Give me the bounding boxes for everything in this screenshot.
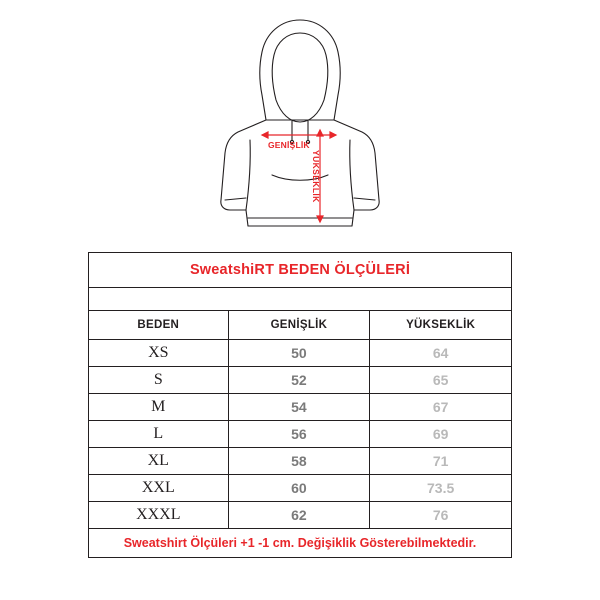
cell-width: 50 [228, 340, 370, 367]
width-label: GENİŞLİK [268, 140, 310, 150]
cell-size: S [89, 367, 229, 394]
table-row [89, 421, 512, 448]
header-size: BEDEN [89, 311, 229, 340]
cell-width: 56 [228, 421, 370, 448]
height-label: YÜKSEKLİK [311, 150, 321, 203]
header-width: GENİŞLİK [228, 311, 370, 340]
table-title-row [89, 253, 512, 288]
cell-height: 69 [370, 421, 512, 448]
cell-size: XL [89, 448, 229, 475]
cell-height: 73.5 [370, 475, 512, 502]
cell-width: 54 [228, 394, 370, 421]
table-row [89, 340, 512, 367]
sweatshirt-drawing [0, 0, 600, 238]
cell-height: 67 [370, 394, 512, 421]
tolerance-note: Sweatshirt Ölçüleri +1 -1 cm. Değişiklik Gösterebilmektedir. [89, 529, 512, 558]
size-table [88, 252, 512, 558]
spacer [89, 288, 512, 311]
cell-size: XXL [89, 475, 229, 502]
cell-size: XXXL [89, 502, 229, 529]
cell-height: 71 [370, 448, 512, 475]
cell-width: 60 [228, 475, 370, 502]
table-row [89, 475, 512, 502]
cell-size: XS [89, 340, 229, 367]
table-row [89, 502, 512, 529]
cell-height: 65 [370, 367, 512, 394]
table-row [89, 394, 512, 421]
table-title: SweatshiRT BEDEN ÖLÇÜLERİ [89, 253, 512, 288]
cell-height: 64 [370, 340, 512, 367]
table-row [89, 448, 512, 475]
table-footer-row [89, 529, 512, 558]
cell-size: L [89, 421, 229, 448]
cell-width: 62 [228, 502, 370, 529]
cell-size: M [89, 394, 229, 421]
table-header-row [89, 311, 512, 340]
cell-height: 76 [370, 502, 512, 529]
cell-width: 52 [228, 367, 370, 394]
cell-width: 58 [228, 448, 370, 475]
header-height: YÜKSEKLİK [370, 311, 512, 340]
table-spacer-row [89, 288, 512, 311]
sweatshirt-illustration [0, 0, 600, 238]
size-table-wrap [88, 252, 512, 558]
table-row [89, 367, 512, 394]
